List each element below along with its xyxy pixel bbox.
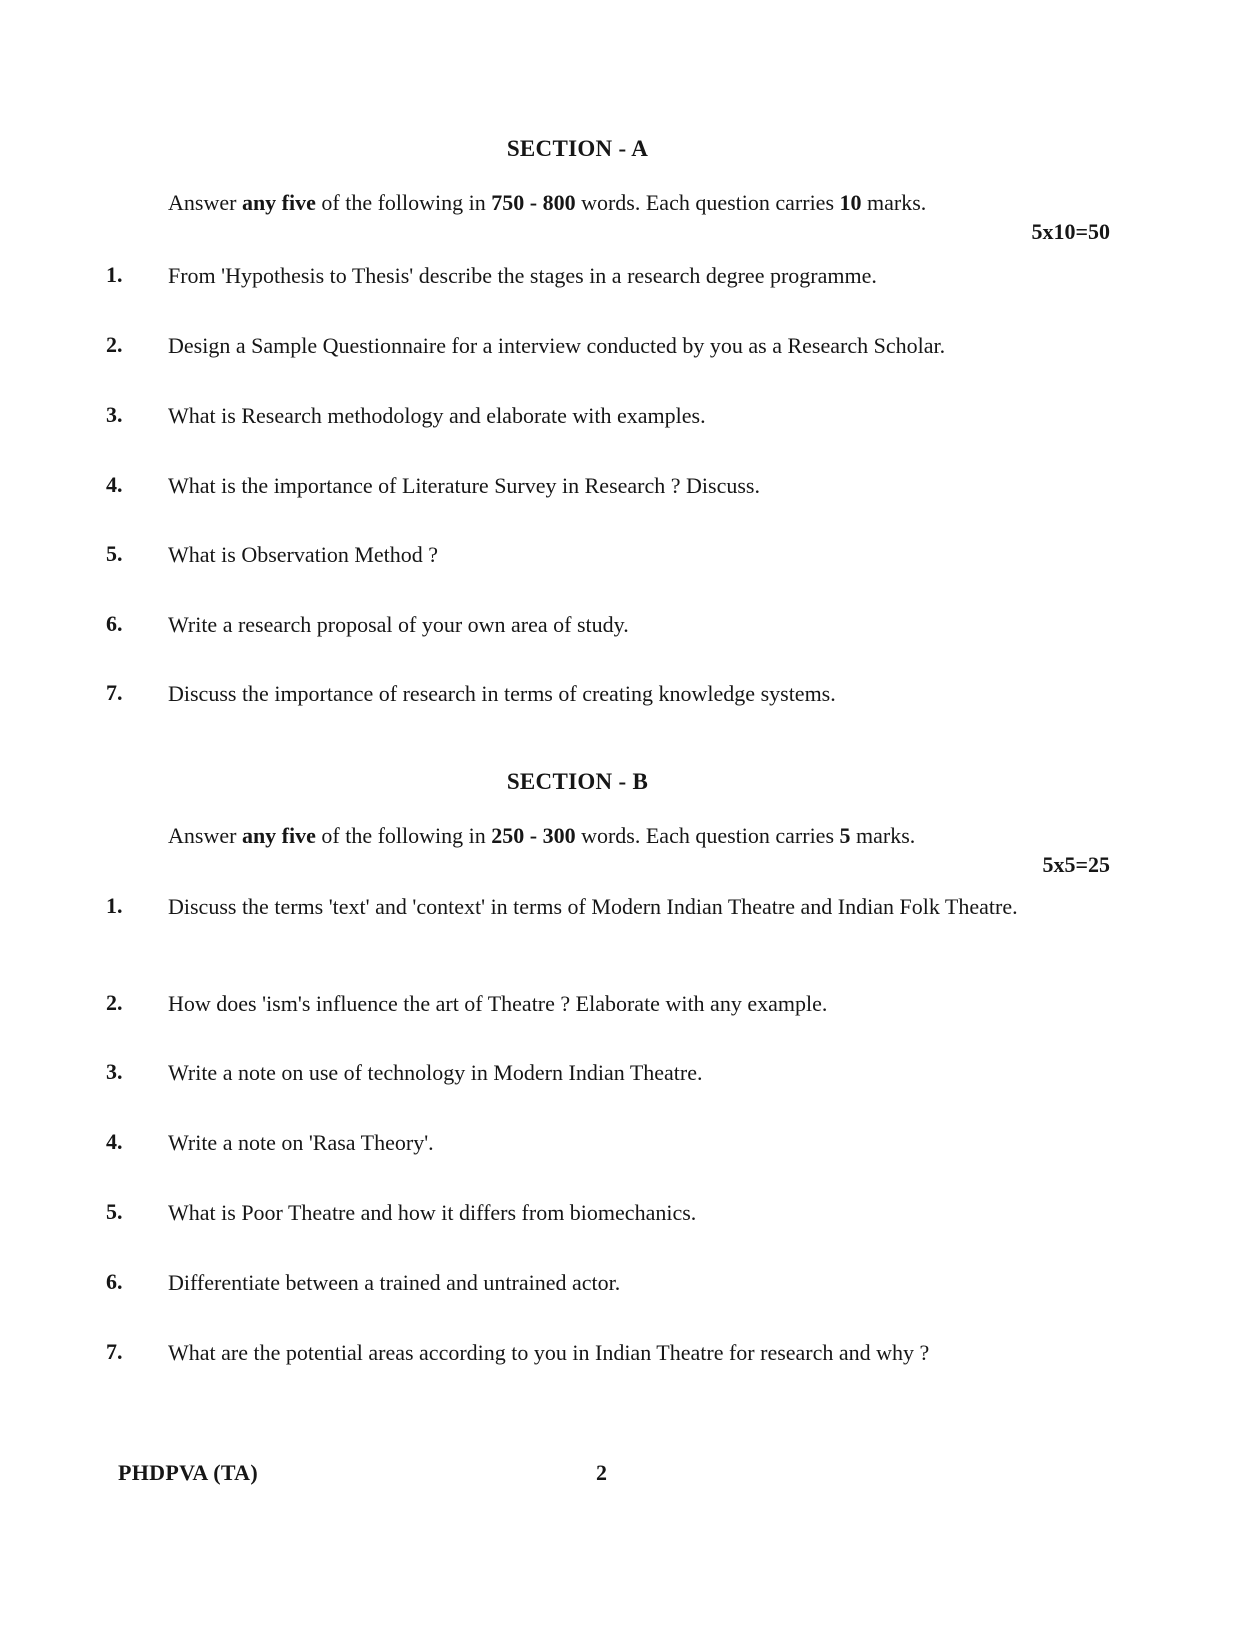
question-text: What is Research methodology and elaborate with examples. — [168, 403, 706, 428]
section-b-instruction: Answer any five of the following in 250 - 300 words. Each question carries 5 marks. — [168, 823, 916, 848]
paper-code: PHDPVA (TA) — [118, 1460, 258, 1485]
question-text: What are the potential areas according to you in Indian Theatre for research and why ? — [168, 1340, 930, 1365]
question-number: 3. — [106, 402, 123, 427]
question-number: 5. — [106, 541, 123, 566]
question-number: 1. — [106, 262, 123, 287]
section-b-marks: 5x5=25 — [1042, 852, 1110, 877]
question-number: 1. — [106, 893, 123, 918]
question-number: 6. — [106, 1269, 123, 1294]
section-a-marks: 5x10=50 — [1031, 219, 1110, 244]
question-text: Design a Sample Questionnaire for a interview conducted by you as a Research Scholar. — [168, 333, 946, 358]
question-text: What is Poor Theatre and how it differs from biomechanics. — [168, 1200, 697, 1225]
question-text: From 'Hypothesis to Thesis' describe the stages in a research degree programme. — [168, 263, 877, 288]
question-text: What is the importance of Literature Survey in Research ? Discuss. — [168, 473, 760, 498]
question-text: How does 'ism's influence the art of Theatre ? Elaborate with any example. — [168, 991, 828, 1016]
question-number: 4. — [106, 472, 123, 497]
question-number: 6. — [106, 611, 123, 636]
question-number: 5. — [106, 1199, 123, 1224]
question-number: 3. — [106, 1059, 123, 1084]
section-a-instruction: Answer any five of the following in 750 - 800 words. Each question carries 10 marks. — [168, 190, 927, 215]
section-a-title: SECTION - A — [506, 136, 649, 161]
question-text: Discuss the importance of research in terms of creating knowledge systems. — [168, 681, 836, 706]
question-number: 4. — [106, 1129, 123, 1154]
question-text: Write a research proposal of your own area of study. — [168, 612, 629, 637]
question-text: Discuss the terms 'text' and 'context' in terms of Modern Indian Theatre and Indian Folk Theatre. — [168, 894, 1018, 919]
question-number: 7. — [106, 1339, 123, 1364]
question-number: 2. — [106, 990, 123, 1015]
section-b-title: SECTION - B — [506, 769, 649, 794]
question-text: Write a note on 'Rasa Theory'. — [168, 1130, 434, 1155]
question-number: 2. — [106, 332, 123, 357]
page-number: 2 — [596, 1460, 607, 1485]
question-text: Differentiate between a trained and untrained actor. — [168, 1270, 621, 1295]
question-text: What is Observation Method ? — [168, 542, 439, 567]
question-number: 7. — [106, 680, 123, 705]
question-text: Write a note on use of technology in Modern Indian Theatre. — [168, 1060, 703, 1085]
